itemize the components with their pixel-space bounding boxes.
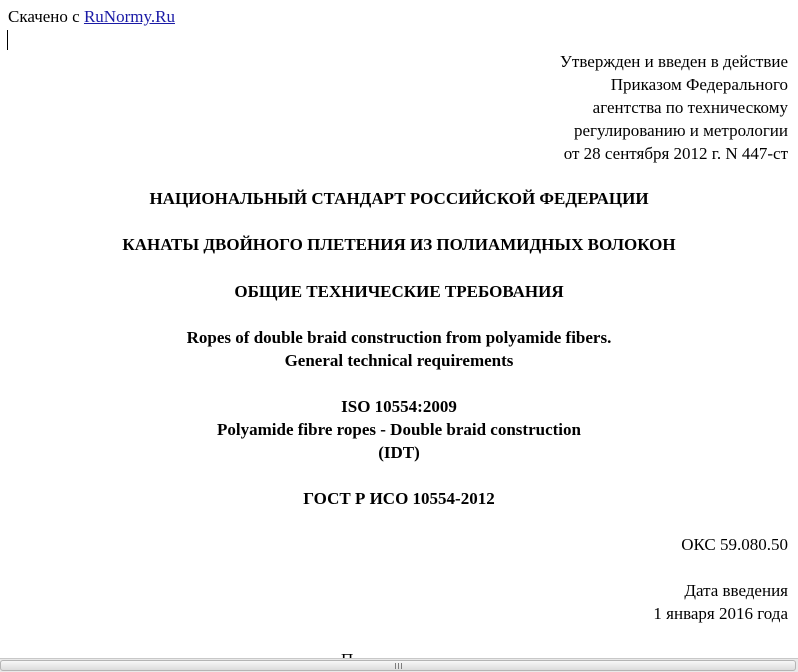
iso-title: Polyamide fibre ropes - Double braid construction bbox=[217, 420, 581, 439]
approval-line: Утвержден и введен в действие bbox=[559, 52, 788, 71]
english-title-line-2: General technical requirements bbox=[284, 351, 514, 370]
english-title-line-1: Ropes of double braid construction from polyamide fibers. bbox=[186, 328, 612, 347]
grip-icon bbox=[395, 663, 404, 669]
english-title bbox=[0, 326, 798, 372]
horizontal-scrollbar[interactable] bbox=[0, 658, 798, 672]
scrollbar-thumb[interactable] bbox=[0, 660, 796, 671]
approval-line: Приказом Федерального bbox=[610, 75, 788, 94]
introduction-date-value: 1 января 2016 года bbox=[653, 604, 788, 623]
russian-title: КАНАТЫ ДВОЙНОГО ПЛЕТЕНИЯ ИЗ ПОЛИАМИДНЫХ ВОЛОКОН bbox=[122, 235, 676, 254]
introduction-date-label: Дата введения bbox=[684, 581, 788, 600]
gost-number: ГОСТ Р ИСО 10554-2012 bbox=[303, 489, 495, 508]
source-prefix: Скачено с bbox=[8, 7, 80, 26]
introduction-date bbox=[653, 579, 788, 625]
iso-equivalence: (IDT) bbox=[378, 443, 420, 462]
approval-block bbox=[560, 50, 788, 165]
approval-line: от 28 сентября 2012 г. N 447-ст bbox=[563, 144, 788, 163]
russian-subtitle: ОБЩИЕ ТЕХНИЧЕСКИЕ ТРЕБОВАНИЯ bbox=[234, 282, 564, 301]
source-line bbox=[8, 5, 175, 28]
iso-reference bbox=[0, 395, 798, 464]
approval-line: агентства по техническому bbox=[592, 98, 788, 117]
approval-line: регулированию и метрологии bbox=[573, 121, 788, 140]
oks-code: ОКС 59.080.50 bbox=[681, 535, 788, 554]
source-link[interactable]: RuNormy.Ru bbox=[83, 7, 175, 26]
iso-number: ISO 10554:2009 bbox=[341, 397, 457, 416]
text-cursor bbox=[7, 30, 8, 50]
national-standard-title: НАЦИОНАЛЬНЫЙ СТАНДАРТ РОССИЙСКОЙ ФЕДЕРАЦИИ bbox=[149, 189, 649, 208]
